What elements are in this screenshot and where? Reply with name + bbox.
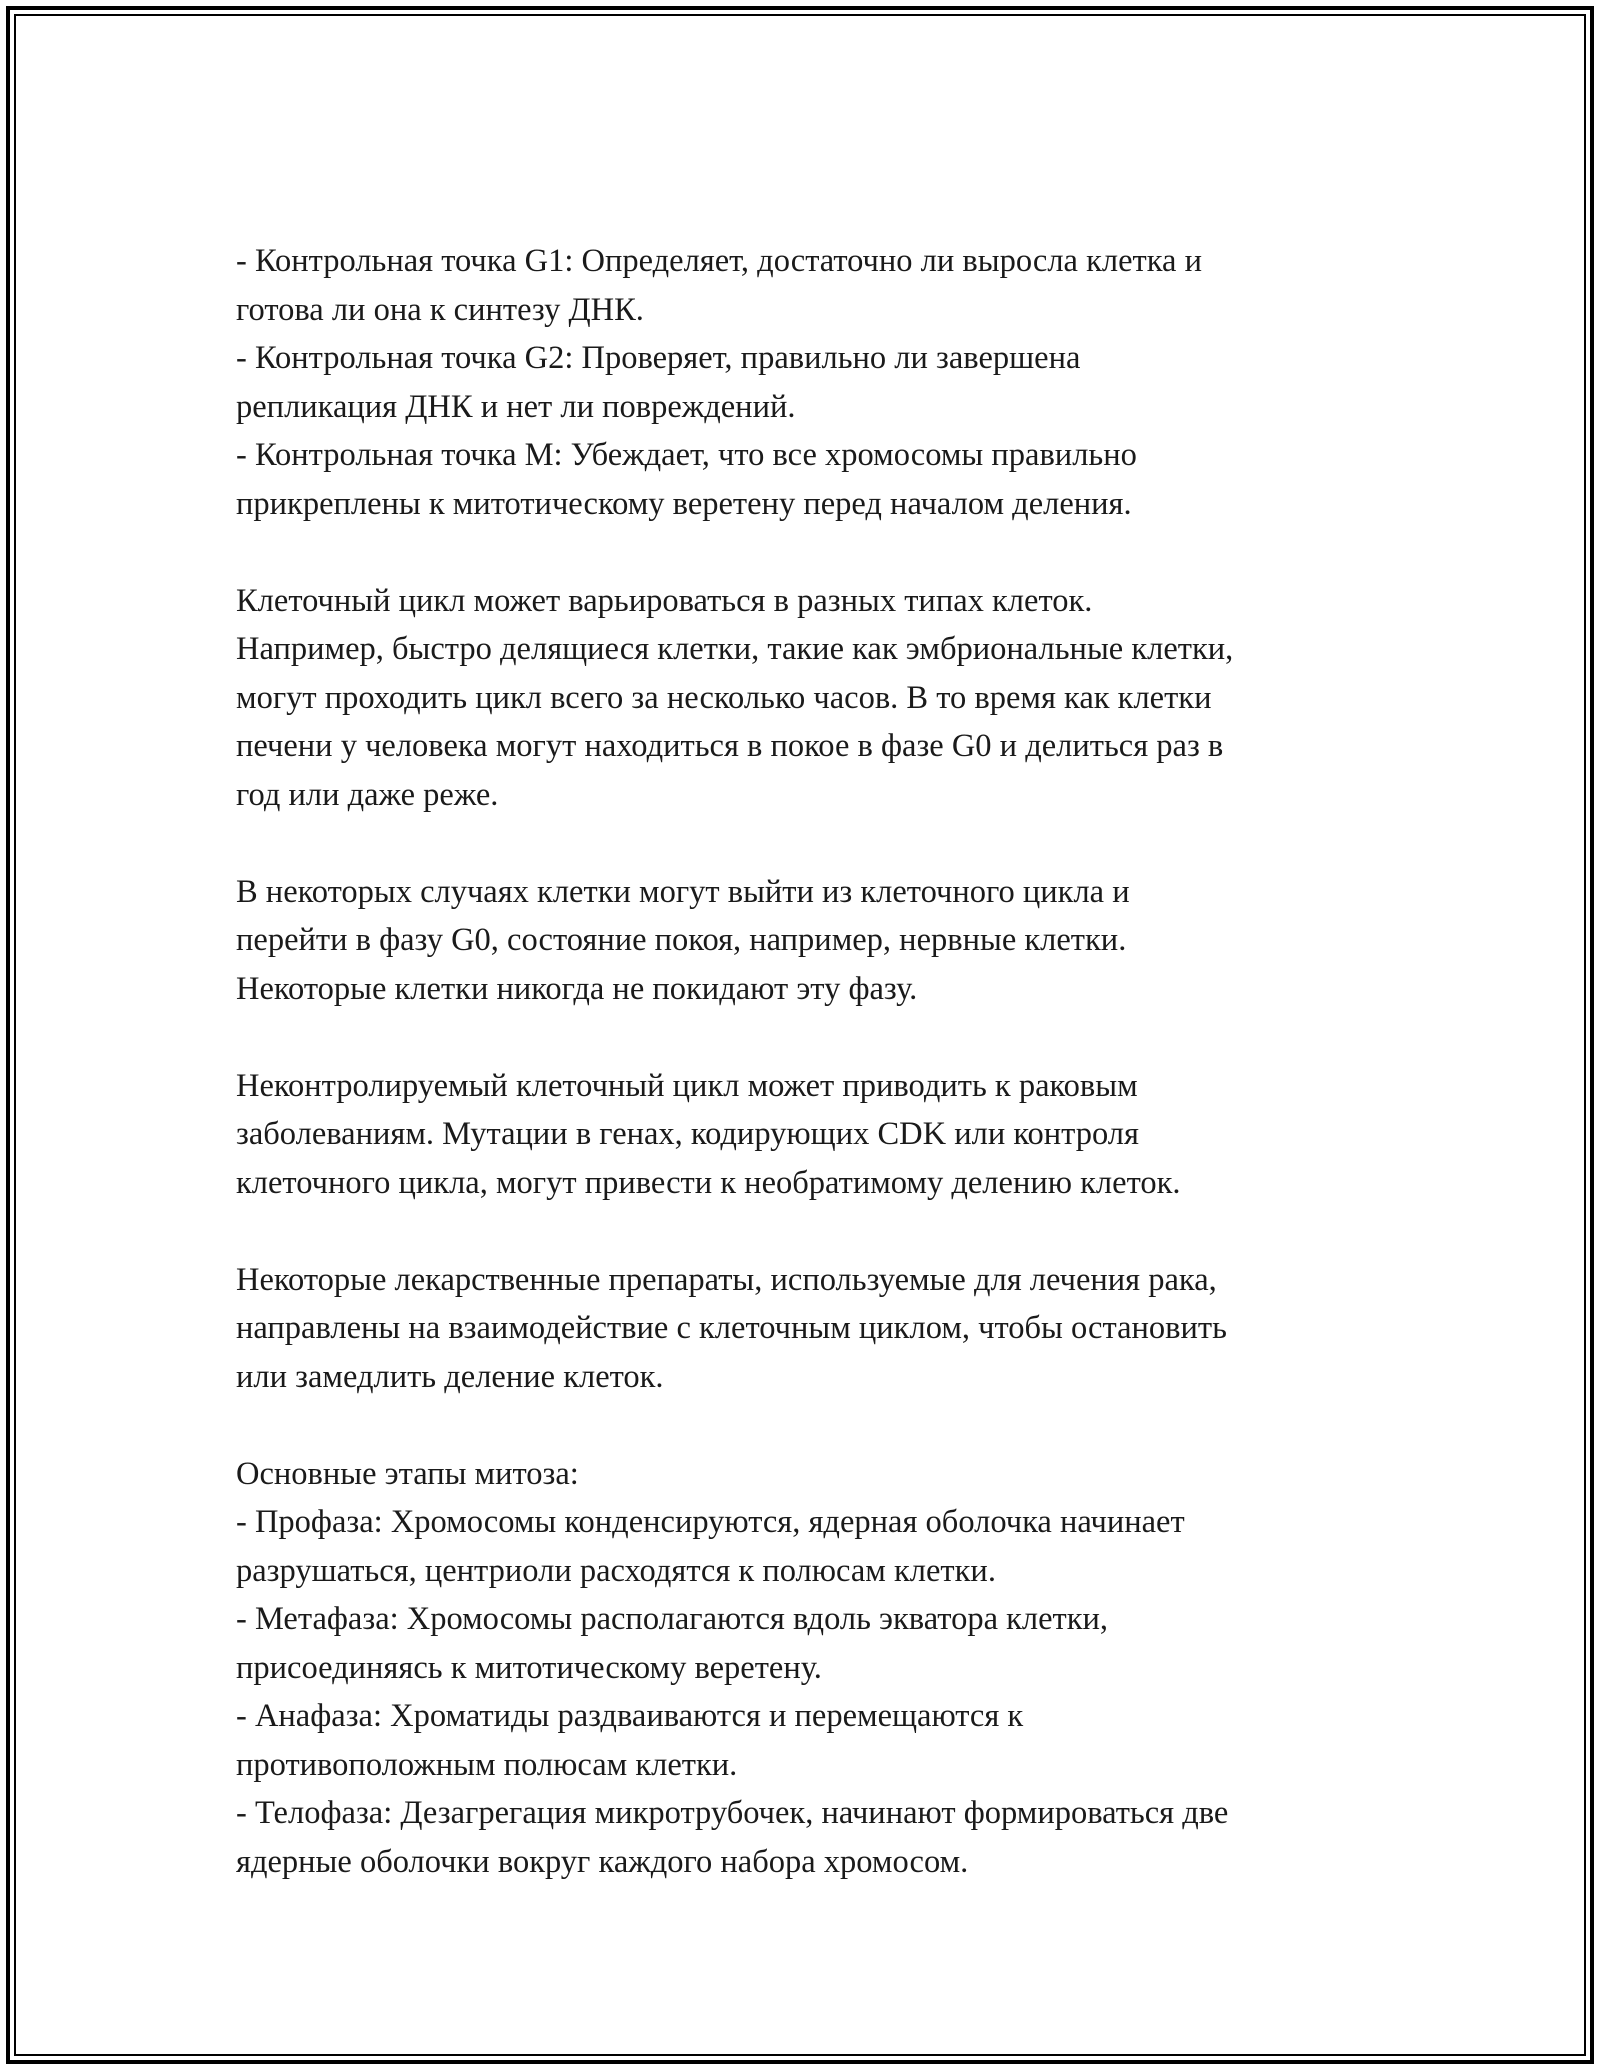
paragraph-gap (236, 1207, 1416, 1256)
paragraph-gap (236, 528, 1416, 577)
text-line: В некоторых случаях клетки могут выйти из клеточного цикла и (236, 873, 1130, 910)
paragraph-cancer-drugs (236, 1256, 1416, 1402)
paragraph-gap (236, 819, 1416, 868)
text-line: Неконтролируемый клеточный цикл может приводить к раковым (236, 1067, 1138, 1104)
text-line: - Анафаза: Хроматиды раздваиваются и перемещаются к (236, 1698, 1024, 1734)
text-line: заболеваниям. Мутации в генах, кодирующих CDK или контроля (236, 1116, 1139, 1152)
text-line: противоположным полюсам клетки. (236, 1746, 738, 1783)
paragraph-cycle-variation (236, 577, 1416, 820)
text-line: год или даже реже. (236, 776, 499, 813)
text-line: репликация ДНК и нет ли повреждений. (236, 388, 796, 425)
document-body (236, 237, 1416, 1886)
text-line: - Профаза: Хромосомы конденсируются, ядерная оболочка начинает (236, 1504, 1185, 1540)
text-line: - Контрольная точка G1: Определяет, достаточно ли выросла клетка и (236, 243, 1202, 279)
text-line: Некоторые лекарственные препараты, используемые для лечения рака, (236, 1261, 1217, 1298)
paragraph-checkpoints (236, 237, 1416, 528)
text-line: разрушаться, центриоли расходятся к полюсам клетки. (236, 1552, 996, 1589)
text-line: - Контрольная точка G2: Проверяет, правильно ли завершена (236, 340, 1081, 376)
text-line: - Контрольная точка M: Убеждает, что все хромосомы правильно (236, 437, 1137, 473)
text-line: печени у человека могут находиться в покое в фазе G0 и делиться раз в (236, 728, 1224, 764)
text-line: прикреплены к митотическому веретену перед началом деления. (236, 485, 1132, 522)
text-line: Клеточный цикл может варьироваться в разных типах клеток. (236, 582, 1093, 619)
text-line: Основные этапы митоза: (236, 1455, 579, 1492)
text-line: готова ли она к синтезу ДНК. (236, 291, 644, 328)
text-line: направлены на взаимодействие с клеточным циклом, чтобы остановить (236, 1310, 1227, 1346)
text-line: ядерные оболочки вокруг каждого набора хромосом. (236, 1843, 969, 1880)
text-line: перейти в фазу G0, состояние покоя, например, нервные клетки. (236, 922, 1127, 958)
text-line: клеточного цикла, могут привести к необратимому делению клеток. (236, 1164, 1181, 1201)
text-line: присоединяясь к митотическому веретену. (236, 1649, 822, 1686)
text-line: - Метафаза: Хромосомы располагаются вдоль экватора клетки, (236, 1601, 1109, 1637)
paragraph-g0-phase (236, 868, 1416, 1014)
text-line: Например, быстро делящиеся клетки, такие как эмбриональные клетки, (236, 631, 1234, 667)
paragraph-mitosis-stages (236, 1450, 1416, 1887)
text-line: могут проходить цикл всего за несколько часов. В то время как клетки (236, 679, 1212, 716)
text-line: Некоторые клетки никогда не покидают эту фазу. (236, 970, 918, 1007)
paragraph-uncontrolled-cycle (236, 1062, 1416, 1208)
text-line: - Телофаза: Дезагрегация микротрубочек, начинают формироваться две (236, 1795, 1229, 1831)
paragraph-gap (236, 1401, 1416, 1450)
text-line: или замедлить деление клеток. (236, 1358, 664, 1395)
paragraph-gap (236, 1013, 1416, 1062)
